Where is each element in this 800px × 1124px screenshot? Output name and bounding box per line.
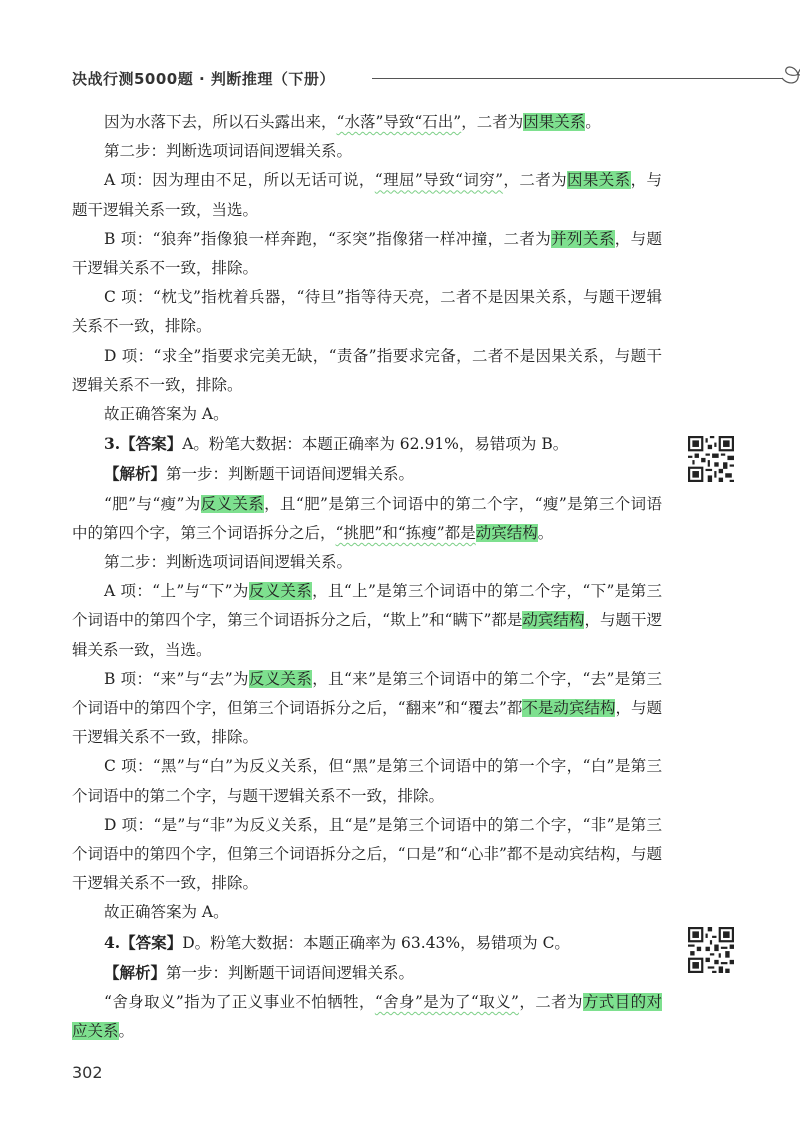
text-run: 。 [118, 1022, 135, 1041]
text-run: ，二者为 [503, 171, 567, 190]
paragraph [72, 958, 662, 988]
text-run: 故正确答案为 A。 [104, 903, 229, 922]
text-run: 第二步：判断选项词语间逻辑关系。 [104, 142, 353, 161]
highlighted-term: 并列关系 [551, 229, 615, 248]
highlighted-term: 动宾结构 [475, 523, 538, 542]
wavy-underlined-text: “水落”导致“石出” [336, 113, 462, 131]
header-rule [372, 78, 782, 79]
text-run: ，与题干逻辑关系不一致，排除。 [72, 229, 662, 278]
highlighted-term: 反义关系 [248, 669, 313, 688]
paragraph [72, 459, 662, 489]
text-run: B 项：“来”与“去”为 [104, 669, 249, 688]
paragraph [72, 429, 662, 459]
section-label: 4.【答案】 [104, 932, 183, 952]
paragraph [72, 342, 662, 400]
paragraph [72, 752, 662, 810]
qr-code-icon[interactable] [688, 436, 734, 482]
text-run: “肥”与“瘦”为 [104, 494, 201, 513]
paragraph [72, 548, 662, 577]
paragraph [72, 811, 662, 899]
text-run: 。 [585, 113, 601, 131]
text-run: 第一步：判断题干词语间逻辑关系。 [166, 963, 415, 982]
text-run: D 项：“求全”指要求完美无缺，“责备”指要求完备，二者不是因果关系，与题干逻辑关系不一致，排除。 [72, 346, 662, 394]
highlighted-term: 不是动宾结构 [522, 699, 616, 718]
text-run: ，且“上”是第三个词语中的第二个字，“下”是第三个词语中的第四个字，第三个词语拆分之后，“欺上”和“瞒下”都是 [72, 582, 662, 630]
paragraph [72, 400, 662, 429]
page-number: 302 [72, 1063, 103, 1082]
text-run: A。粉笔大数据：本题正确率为 62.91%，易错项为 B。 [182, 435, 569, 454]
answer-explanation-body [72, 108, 662, 1047]
paragraph [72, 898, 662, 927]
paragraph [72, 490, 662, 548]
text-run: ，与题干逻辑关系不一致，排除。 [72, 699, 662, 747]
wavy-underlined-text: “舍身”是为了“取义” [374, 993, 519, 1012]
paragraph [72, 137, 662, 166]
sprout-icon [778, 60, 800, 90]
text-run: 因为水落下去，所以石头露出来， [104, 113, 337, 131]
paragraph [72, 665, 662, 753]
paragraph [72, 225, 662, 283]
text-run: ，二者为 [518, 993, 583, 1012]
text-run: 第一步：判断题干词语间逻辑关系。 [166, 465, 415, 484]
text-run: D。粉笔大数据：本题正确率为 63.43%，易错项为 C。 [182, 933, 570, 952]
qr-code-icon[interactable] [688, 927, 734, 973]
highlighted-term: 动宾结构 [522, 611, 585, 630]
highlighted-term: 因果关系 [523, 113, 586, 131]
text-run: B 项：“狼奔”指像狼一样奔跑，“豕突”指像猪一样冲撞，二者为 [104, 229, 552, 248]
text-run: C 项：“枕戈”指枕着兵器，“待旦”指等待天亮，二者不是因果关系，与题干逻辑关系不一致，排除。 [72, 288, 662, 336]
section-label: 3.【答案】 [104, 434, 183, 454]
text-run: D 项：“是”与“非”为反义关系，且“是”是第三个词语中的第二个字，“非”是第三个词语中的第四个字，但第三个词语拆分之后，“口是”和“心非”都不是动宾结构，与题干逻辑关系不一致，排除。 [72, 815, 662, 893]
text-run: A 项：“上”与“下”为 [104, 582, 249, 601]
text-run: ，与题干逻辑关系一致，当选。 [72, 611, 662, 659]
text-run: ，与题干逻辑关系一致，当选。 [72, 171, 662, 219]
text-run: 。 [537, 523, 554, 542]
section-label: 【解析】 [104, 962, 167, 982]
text-run: 第二步：判断选项词语间逻辑关系。 [104, 553, 353, 572]
text-run: ，且“肥”是第三个词语中的第二个字，“瘦”是第三个词语中的第四个字，第三个词语拆分之后， [72, 494, 662, 542]
paragraph [72, 577, 662, 665]
section-label: 【解析】 [104, 464, 167, 484]
wavy-underlined-text: “理屈”导致“词穷” [374, 171, 504, 190]
paragraph [72, 166, 662, 224]
paragraph [72, 928, 662, 958]
highlighted-term: 反义关系 [248, 582, 313, 601]
text-run: 故正确答案为 A。 [104, 405, 229, 424]
running-header [72, 64, 752, 92]
wavy-underlined-text: “挑肥”和“拣瘦”都是 [335, 523, 476, 542]
highlighted-term: 因果关系 [567, 171, 631, 190]
text-run: ，且“来”是第三个词语中的第二个字，“去”是第三个词语中的第四个字，但第三个词语拆分之后，“翻来”和“覆去”都 [72, 669, 662, 718]
paragraph [72, 108, 662, 137]
text-run: A 项：因为理由不足，所以无话可说， [104, 171, 375, 190]
highlighted-term: 方式目的对应关系 [72, 993, 662, 1041]
text-run: “舍身取义”指为了正义事业不怕牺牲， [104, 993, 375, 1012]
text-run: ，二者为 [461, 113, 524, 131]
book-title: 决战行测5000题 · 判断推理（下册） [72, 70, 335, 88]
paragraph [72, 283, 662, 341]
text-run: C 项：“黑”与“白”为反义关系，但“黑”是第三个词语中的第一个字，“白”是第三个词语中的第二个字，与题干逻辑关系不一致，排除。 [72, 757, 662, 805]
highlighted-term: 反义关系 [200, 494, 265, 513]
paragraph [72, 988, 662, 1046]
